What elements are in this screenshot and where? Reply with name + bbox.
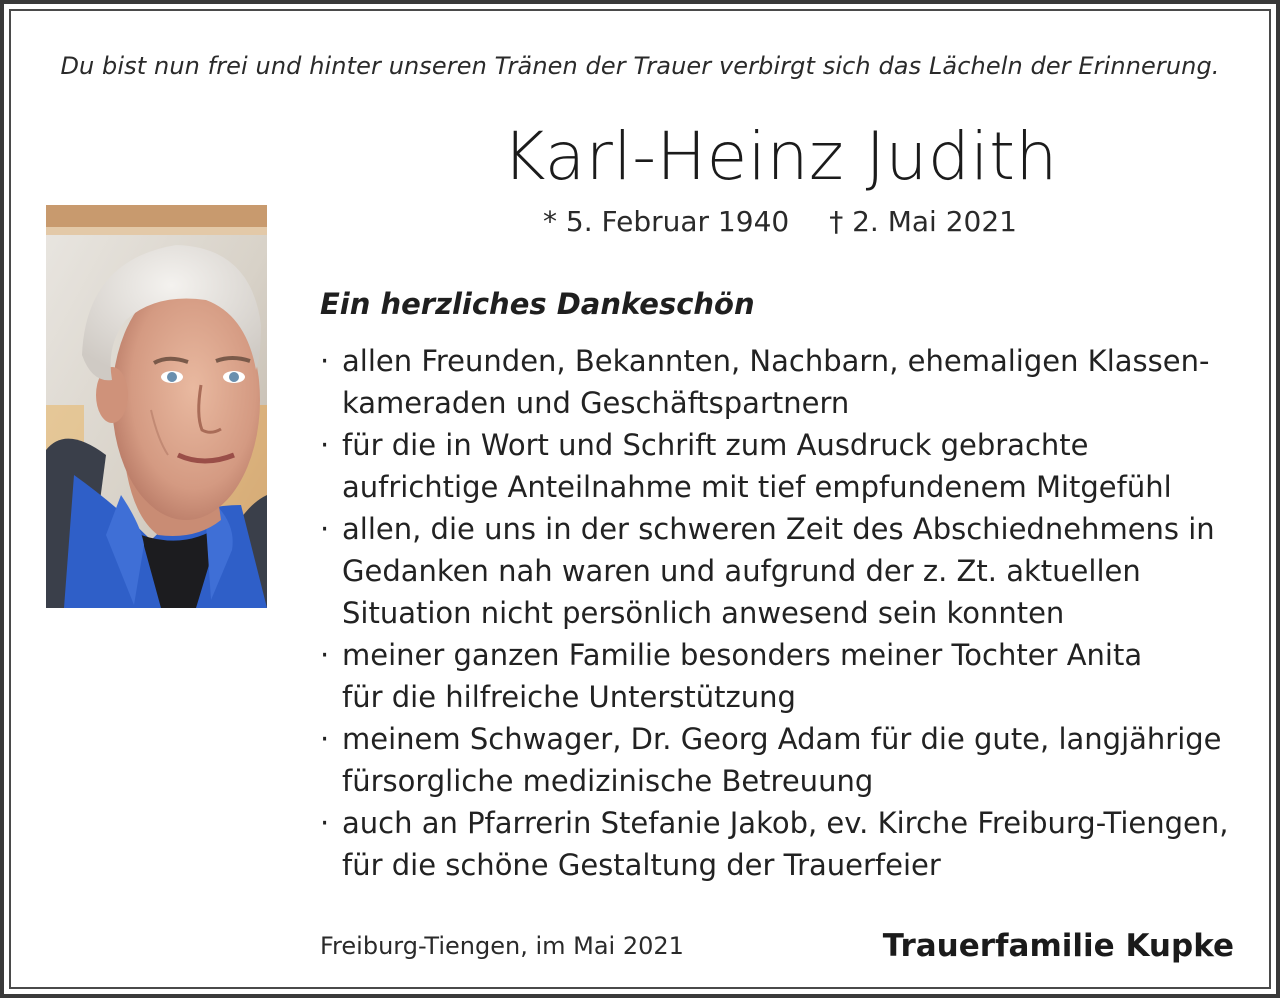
bullet-dot: · [320,428,330,462]
list-item-line: kameraden und Geschäftspartnern [342,386,850,420]
thanks-heading: Ein herzliches Dankeschön [320,287,755,321]
thanks-list [320,340,1260,886]
list-item [320,508,1260,634]
birth-date: * 5. Februar 1940 [543,205,790,238]
bullet-dot: · [320,512,330,546]
list-item-line: auch an Pfarrerin Stefanie Jakob, ev. Kirche Freiburg-Tiengen, [342,806,1229,840]
list-item-line: Situation nicht persönlich anwesend sein konnten [342,596,1065,630]
bullet-dot: · [320,638,330,672]
list-item-line: für die in Wort und Schrift zum Ausdruck gebrachte [342,428,1089,462]
list-item [320,634,1260,718]
bullet-dot: · [320,722,330,756]
motto-quote: Du bist nun frei und hinter unseren Tränen der Trauer verbirgt sich das Lächeln der Erinnerung. [60,52,1220,80]
list-item [320,802,1260,886]
portrait-photo [46,205,267,608]
list-item-line: allen Freunden, Bekannten, Nachbarn, ehemaligen Klassen- [342,344,1210,378]
family-signature: Trauerfamilie Kupke [882,928,1234,964]
death-date: † 2. Mai 2021 [829,205,1017,238]
list-item-line: aufrichtige Anteilnahme mit tief empfundenem Mitgefühl [342,470,1172,504]
bullet-dot: · [320,344,330,378]
list-item [320,718,1260,802]
list-item-line: für die hilfreiche Unterstützung [342,680,796,714]
list-item-line: meiner ganzen Familie besonders meiner Tochter Anita [342,638,1143,672]
list-item-line: fürsorgliche medizinische Betreuung [342,764,874,798]
deceased-name: Karl-Heinz Judith [502,118,1058,195]
list-item-line: Gedanken nah waren und aufgrund der z. Zt. aktuellen [342,554,1141,588]
list-item-line: für die schöne Gestaltung der Trauerfeier [342,848,941,882]
list-item-line: meinem Schwager, Dr. Georg Adam für die gute, langjährige [342,722,1222,756]
bullet-dot: · [320,806,330,840]
life-dates [420,205,1140,238]
list-item [320,340,1260,424]
list-item-line: allen, die uns in der schweren Zeit des Abschiednehmens in [342,512,1215,546]
list-item [320,424,1260,508]
place-date: Freiburg-Tiengen, im Mai 2021 [320,932,684,960]
